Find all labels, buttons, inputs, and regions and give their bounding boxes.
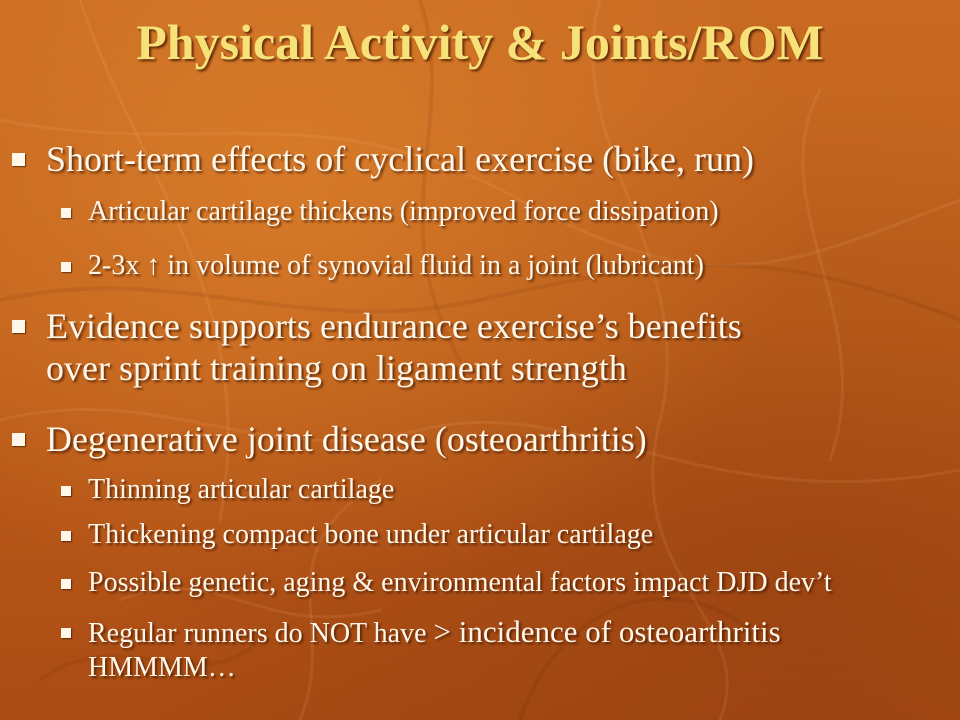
sub-bullet-3-4-text-b: > incidence of osteoarthritis bbox=[433, 614, 781, 649]
bullet-square-icon bbox=[61, 262, 71, 272]
sub-bullet-3-3-text: Possible genetic, aging & environmental factors impact DJD dev’t bbox=[88, 567, 832, 598]
sub-bullet-1-2-text: 2-3x ↑ in volume of synovial fluid in a joint (lubricant) bbox=[88, 250, 704, 281]
sub-bullet-3-4 bbox=[88, 615, 948, 685]
sub-bullet-3-1-text: Thinning articular cartilage bbox=[88, 474, 395, 505]
bullet-square-icon bbox=[12, 433, 25, 446]
sub-bullet-3-1 bbox=[88, 473, 948, 507]
bullet-2 bbox=[46, 305, 946, 389]
bullet-1 bbox=[46, 138, 946, 180]
bullet-square-icon bbox=[12, 153, 25, 166]
bullet-square-icon bbox=[61, 579, 71, 589]
bullet-3 bbox=[46, 418, 946, 460]
sub-bullet-3-2-text: Thickening compact bone under articular cartilage bbox=[88, 519, 654, 550]
bullet-square-icon bbox=[61, 208, 71, 218]
sub-bullet-3-2 bbox=[88, 518, 948, 552]
bullet-square-icon bbox=[61, 486, 71, 496]
bullet-2-line-2: over sprint training on ligament strength bbox=[46, 348, 627, 388]
sub-bullet-3-3 bbox=[88, 566, 948, 600]
sub-bullet-1-1 bbox=[88, 195, 948, 229]
bullet-2-line-1: Evidence supports endurance exercise’s benefits bbox=[46, 306, 742, 346]
sub-bullet-3-4-line-2: HMMMM… bbox=[88, 652, 236, 683]
bullet-square-icon bbox=[61, 531, 71, 541]
bullet-square-icon bbox=[61, 628, 71, 638]
sub-bullet-1-1-text: Articular cartilage thickens (improved force dissipation) bbox=[88, 196, 719, 227]
sub-bullet-3-4-text-a: Regular runners do NOT have bbox=[88, 618, 434, 649]
bullet-3-text: Degenerative joint disease (osteoarthritis) bbox=[46, 419, 647, 459]
sub-bullet-1-2 bbox=[88, 249, 948, 283]
slide-title: Physical Activity & Joints/ROM bbox=[136, 14, 824, 70]
bullet-square-icon bbox=[12, 320, 25, 333]
bullet-1-text: Short-term effects of cyclical exercise (bike, run) bbox=[46, 139, 755, 179]
